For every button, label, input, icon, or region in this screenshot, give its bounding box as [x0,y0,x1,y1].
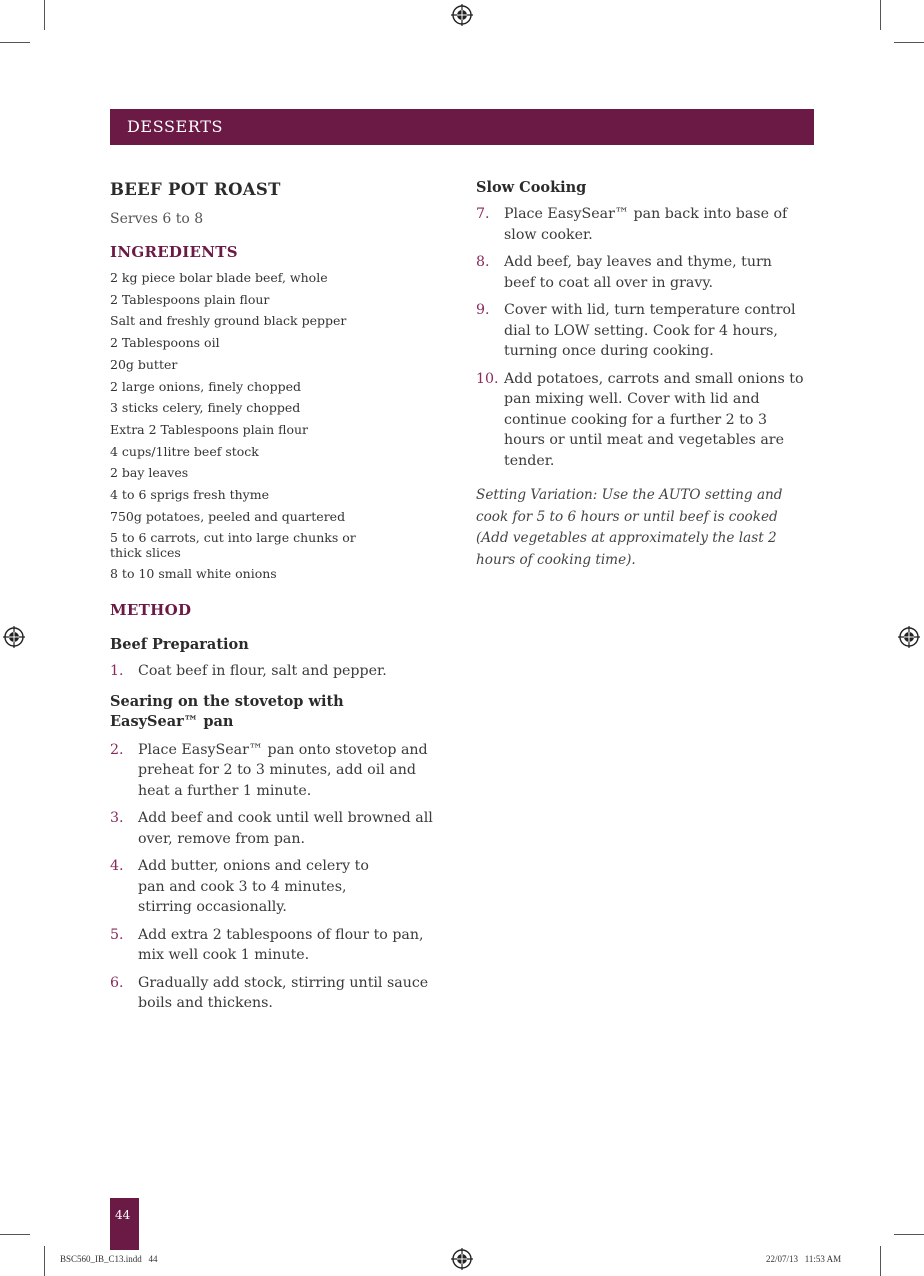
recipe-serves: Serves 6 to 8 [110,211,204,227]
method-step [110,856,398,918]
registration-mark-icon [451,4,473,26]
ingredients-list [110,267,455,585]
crop-mark-top-left-h [0,42,30,43]
step-text: Add beef, bay leaves and thyme, turn beef to coat all over in gravy. [504,254,772,291]
searing-steps [110,740,450,1014]
crop-mark-bottom-left-v [44,1246,45,1276]
step-text: Add beef and cook until well browned all over, remove from pan. [138,810,433,847]
page-number: 44 [115,1208,131,1222]
searing-heading: Searing on the stovetop with EasySear™ pan [110,692,344,730]
crop-mark-bottom-left-h [0,1234,30,1235]
step-number: 1. [110,663,124,680]
ingredient-item: 20g butter [110,356,178,372]
step-text: Gradually add stock, stirring until sauce boils and thickens. [138,974,429,1012]
step-text: Add extra 2 tablespoons of flour to pan, mix well cook 1 minute. [138,926,424,964]
beef-preparation-steps [110,661,455,682]
step-number: 4. [110,858,124,875]
setting-variation-note: Setting Variation: Use the AUTO setting and cook for 5 to 6 hours or until beef is cooked (Add vegetables at approximately the last 2 hours of cooking time). [476,487,783,568]
ingredient-item: 2 Tablespoons oil [110,335,220,351]
step-number: 5. [110,926,124,943]
method-step [110,973,450,1014]
step-text: Add potatoes, carrots and small onions to pan mixing well. Cover with lid and continue cooking for a further 2 to 3 hours or until meat and vegetables are tender. [504,370,804,469]
page-number-tab [110,1198,139,1250]
slow-cooking-heading: Slow Cooking [476,179,587,196]
section-header-bar [110,109,814,145]
crop-mark-bottom-right-h [894,1234,924,1235]
registration-mark-icon [898,626,920,648]
ingredients-heading: INGREDIENTS [110,243,238,261]
method-step [110,808,450,849]
crop-mark-top-right-h [894,42,924,43]
print-timestamp: 22/07/13 11:53 AM [766,1254,842,1264]
ingredient-item: 4 to 6 sprigs fresh thyme [110,487,269,503]
crop-mark-top-left-v [44,0,45,30]
step-number: 3. [110,810,124,827]
ingredient-item: 4 cups/1litre beef stock [110,443,259,459]
step-number: 8. [476,254,490,270]
step-number: 10. [476,370,499,387]
registration-mark-icon [451,1248,473,1270]
ingredient-item: 750g potatoes, peeled and quartered [110,508,346,524]
crop-mark-top-right-v [880,0,881,30]
step-text: Coat beef in flour, salt and pepper. [138,663,387,680]
section-header-title: DESSERTS [127,117,224,136]
step-text: Add butter, onions and celery to pan and cook 3 to 4 minutes, stirring occasionally. [138,858,369,916]
ingredient-item: 5 to 6 carrots, cut into large chunks or thick slices [110,530,356,561]
step-text: Place EasySear™ pan onto stovetop and preheat for 2 to 3 minutes, add oil and heat a further 1 minute. [138,741,428,799]
ingredient-item: 8 to 10 small white onions [110,566,277,582]
method-step [476,204,804,245]
ingredient-item: Extra 2 Tablespoons plain flour [110,421,309,437]
method-step [110,661,455,682]
step-number: 6. [110,974,124,991]
method-step [476,369,812,472]
ingredient-item: 3 sticks celery, finely chopped [110,400,301,416]
right-column [476,178,812,571]
crop-mark-bottom-right-v [880,1246,881,1276]
registration-mark-icon [3,626,25,648]
file-slug: BSC560_IB_C13.indd 44 [60,1254,158,1264]
method-step [110,925,450,966]
method-step [110,740,450,802]
slow-cooking-steps [476,204,812,471]
step-number: 7. [476,206,490,222]
ingredient-item: Salt and freshly ground black pepper [110,313,347,329]
method-heading: METHOD [110,601,192,620]
ingredient-item: 2 large onions, finely chopped [110,378,302,394]
step-text: Place EasySear™ pan back into base of slow cooker. [504,206,788,243]
left-column [110,180,455,1021]
ingredient-item: 2 Tablespoons plain flour [110,291,270,307]
ingredient-item: 2 bay leaves [110,465,189,481]
beef-preparation-heading: Beef Preparation [110,636,249,654]
method-step [476,300,812,362]
recipe-title: BEEF POT ROAST [110,180,281,199]
ingredient-item: 2 kg piece bolar blade beef, whole [110,270,328,285]
step-number: 2. [110,741,124,758]
step-text: Cover with lid, turn temperature control dial to LOW setting. Cook for 4 hours, turning once during cooking. [504,302,796,359]
method-step [476,252,804,293]
step-number: 9. [476,302,490,318]
